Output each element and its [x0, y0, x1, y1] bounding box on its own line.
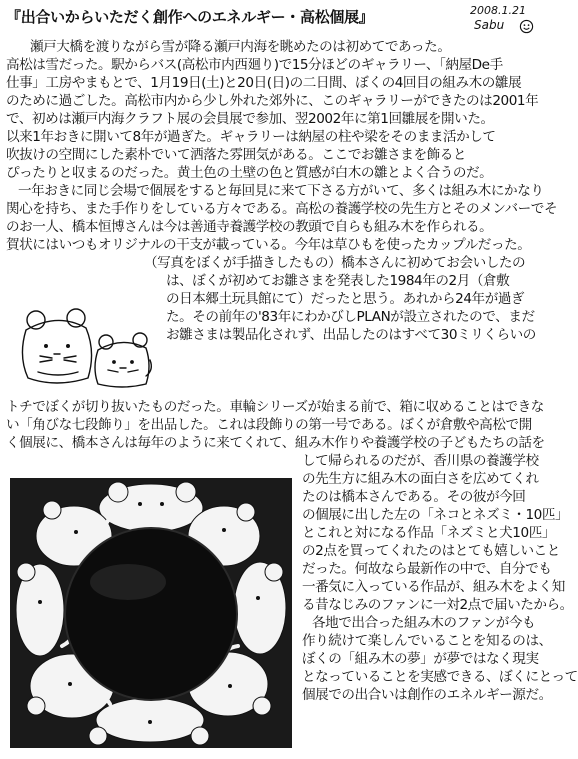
text-line: の日本郷土玩具館にて）だったと思う。あれから24年が過ぎ	[166, 291, 525, 307]
text-line: たのは橋本さんである。その彼が今回	[302, 489, 526, 505]
text-line: のお一人、橋本恒博さんは今は善通寺養護学校の教頭で自らも組み木を作られる。	[6, 219, 493, 235]
text-line: の2点を買ってくれたのはとても嬉しいこと	[302, 543, 560, 559]
text-line: して帰られるのだが、香川県の養護学校	[302, 453, 539, 469]
text-line: とこれと対になる作品「ネズミと犬10匹」	[302, 525, 555, 541]
date-label: 2008.1.21	[470, 4, 526, 17]
text-line: で、初めは瀬戸内海クラフト展の会員展で参加、翌2002年に第1回雛展を開いた。	[6, 111, 494, 127]
text-line: のために過ごした。高松市内から少し外れた郊外に、このギャラリーができたのは2001年	[6, 93, 539, 109]
text-line: は、ぼくが初めてお雛さまを発表した1984年の2月（倉敷	[166, 273, 510, 289]
text-line: の先生方に組み木の面白さを広めてくれ	[302, 471, 539, 487]
author-signature: Sabu	[474, 18, 505, 32]
text-line: ぴったりと収まるのだった。黄土色の土壁の色と質感が白木の雛とよく合うのだ。	[6, 165, 493, 181]
text-line: 高松は雪だった。駅からバス(高松市内西廻り)で15分ほどのギャラリー、「納屋De手	[6, 57, 503, 73]
text-line: 関心を持ち、また手作りをしている方々である。高松の養護学校の先生方とそのメンバーでそ	[6, 201, 558, 217]
text-line: 個展での出合いは創作のエネルギー源だ。	[302, 687, 552, 703]
mouse-couple-drawing	[8, 306, 154, 388]
kumiki-cat-mice-photo	[10, 478, 292, 748]
text-line: 作り続けて楽しんでいることを知るのは、	[302, 633, 552, 649]
text-line: く個展に、橋本さんは毎年のように来てくれて、組み木作りや養護学校の子どもたちの話を	[6, 435, 545, 451]
text-line: だった。何故なら最新作の中で、自分でも	[302, 561, 552, 577]
text-line: 一番気に入っている作品が、組み木をよく知	[302, 579, 565, 595]
text-line: 各地で出合った組み木のファンが今も	[312, 615, 536, 631]
text-line: となっていることを実感できる、ぼくにとって	[302, 669, 578, 685]
text-line: お雛さまは製品化されず、出品したのはすべて30ミリくらいの	[166, 327, 536, 343]
text-line: ぼくの「組み木の夢」が夢ではなく現実	[302, 651, 539, 667]
text-line: た。その前年の'83年にわかびしPLANが設立されたので、まだ	[166, 309, 535, 325]
page-title: 『出合いからいただく創作へのエネルギー・高松個展』	[6, 8, 374, 26]
text-line: 吹抜けの空間にした素朴でいて洒落た雰囲気がある。ここでお雛さまを飾ると	[6, 147, 467, 163]
text-line: る昔なじみのファンに一対2点で届いたから。	[302, 597, 573, 613]
text-line: （写真をぼくが手描きしたもの）橋本さんに初めてお会いしたの	[144, 255, 526, 271]
text-line: 瀬戸大橋を渡りながら雪が降る瀬戸内海を眺めたのは初めてであった。	[30, 39, 451, 55]
text-line: い「角びな七段飾り」を出品した。これは段飾りの第一号である。ぼくが倉敷や高松で開	[6, 417, 532, 433]
text-line: 仕事」工房やまもとで、1月19日(土)と20日(日)の二日間、ぼくの4回目の組み木の雛展	[6, 75, 522, 91]
text-line: 賀状にはいつもオリジナルの干支が載っている。今年は草ひもを使ったカップルだった。	[6, 237, 531, 253]
text-line: 以来1年おきに開いて8年が過ぎた。ギャラリーは納屋の柱や梁をそのまま活かして	[6, 129, 496, 145]
text-line: トチでぼくが切り抜いたものだった。車輪シリーズが始まる前で、箱に収めることはできな	[6, 399, 544, 415]
text-line: の個展に出した左の「ネコとネズミ・10匹」	[302, 507, 569, 523]
text-line: 一年おきに同じ会場で個展をすると毎回見に来て下さる方がいて、多くは組み木にかなり	[18, 183, 544, 199]
smiley-face-icon	[519, 19, 534, 34]
